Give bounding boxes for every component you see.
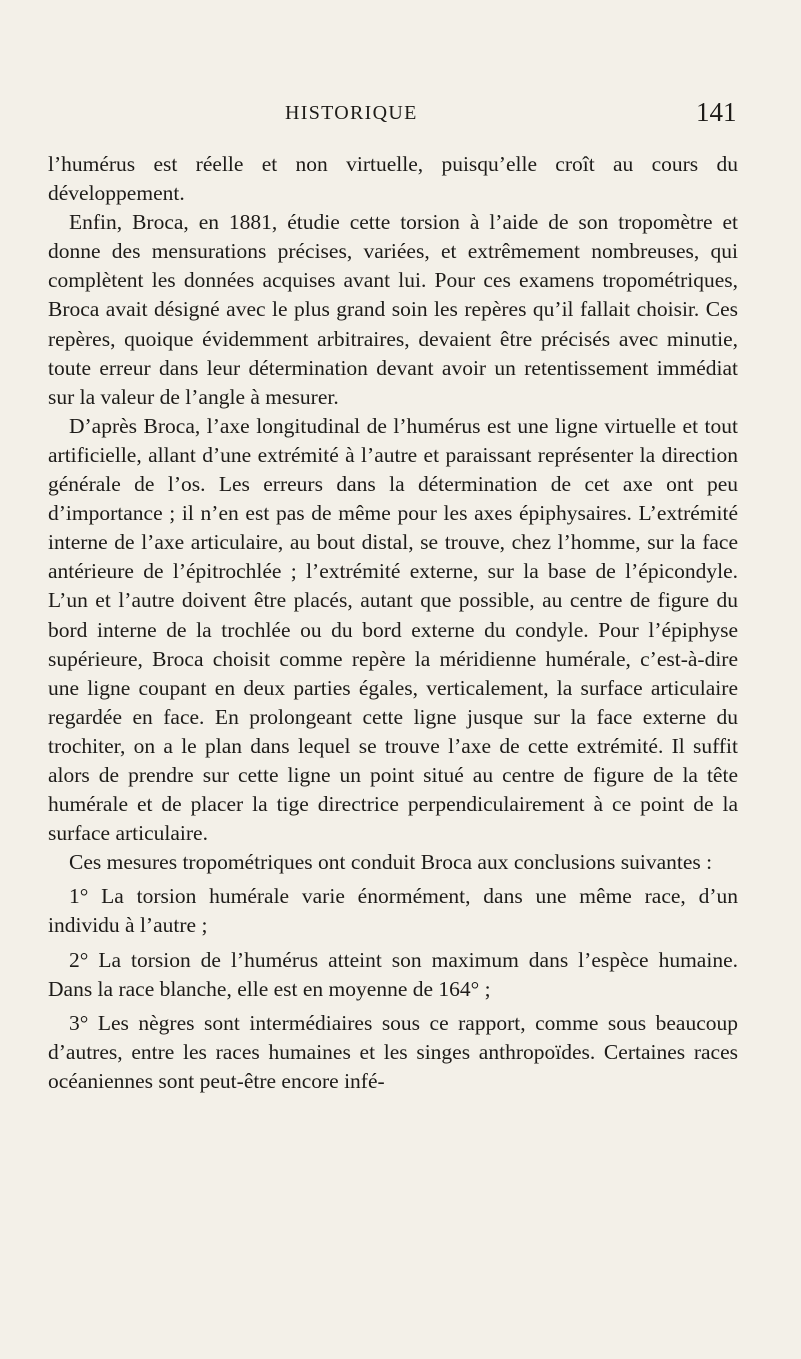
page-number: 141 [696, 97, 737, 127]
paragraph-conclusions-intro: Ces mesures tropométriques ont conduit Broca aux conclusions suivantes : [69, 850, 713, 875]
body-text [48, 150, 738, 1096]
conclusion-item-1: 1° La torsion humérale varie énormément, dans une même race, d’un individu à l’autre ; [48, 884, 738, 938]
conclusion-item-2: 2° La torsion de l’humérus atteint son maximum dans l’espèce humaine. Dans la race blanche, elle est en moyenne de 164° ; [48, 947, 738, 1001]
paragraph-axe-longitudinal: D’après Broca, l’axe longitudinal de l’humérus est une ligne virtuelle et tout artificielle, allant d’une extrémité à l’autre et paraissant représenter la direction générale de l’os. Les erreurs dans la détermination de cet axe ont peu d’importance ; il n’en est pas de même pour les axes épiphysaires. L’extrémité interne de l’axe articulaire, au bout distal, se trouve, chez l’homme, sur la face antérieure de l’épitrochlée ; l’extrémité externe, sur la base de l’épicondyle. L’un et l’autre doivent être placés, autant que possible, au centre de figure du bord interne de la trochlée ou du bord externe du condyle. Pour l’épiphyse supérieure, Broca choisit comme repère la méridienne humérale, c’est-à-dire une ligne coupant en deux parties égales, verticalement, la surface articulaire regardée en face. En prolongeant cette ligne jusque sur la face externe du trochiter, on a le plan dans lequel se trouve l’axe de cette extrémité. Il suffit alors de prendre sur cette ligne un point situé au centre de figure de la tête humérale et de placer la tige directrice perpendiculairement à ce point de la surface articulaire. [48, 413, 738, 846]
paragraph-continuation: l’humérus est réelle et non virtuelle, puisqu’elle croît au cours du développement. [48, 152, 738, 206]
conclusion-item-3: 3° Les nègres sont intermédiaires sous ce rapport, comme sous beaucoup d’autres, entre les races humaines et les singes anthropoïdes. Certaines races océaniennes sont peut-être encore infé- [48, 1010, 738, 1093]
paragraph-broca-1881: Enfin, Broca, en 1881, étudie cette torsion à l’aide de son tropomètre et donne des mensurations précises, variées, et extrêmement nombreuses, qui complètent les données acquises avant lui. Pour ces examens tropométriques, Broca avait désigné avec le plus grand soin les repères qu’il fallait choisir. Ces repères, quoique évidemment arbitraires, devaient être précisés avec minutie, toute erreur dans leur détermination devant avoir un retentissement immédiat sur la valeur de l’angle à mesurer. [48, 210, 738, 409]
running-title: HISTORIQUE [285, 102, 418, 124]
page-header [0, 97, 801, 137]
